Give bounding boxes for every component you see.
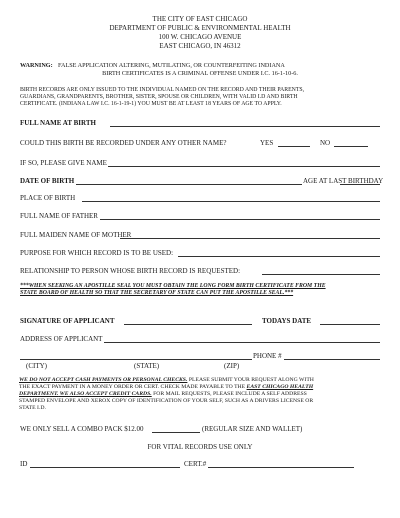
header-street: 100 W. CHICAGO AVENUE	[158, 33, 242, 41]
no-label: NO	[320, 139, 331, 147]
apostille-notice-line1: ***WHEN SEEKING AN APOSTILLE SEAL YOU MUST OBTAIN THE LONG FORM BIRTH CERTIFICATE FROM THE	[20, 283, 326, 289]
payment-line5: STATE I.D.	[19, 405, 46, 411]
age-field[interactable]	[340, 184, 380, 185]
cert-number-label: CERT.#	[184, 460, 207, 468]
todays-date-field[interactable]	[320, 324, 380, 325]
age-label: AGE AT LAST BIRTHDAY	[303, 177, 384, 185]
purpose-label: PURPOSE FOR WHICH RECORD IS TO BE USED:	[20, 249, 174, 257]
full-name-at-birth-field[interactable]	[110, 126, 380, 127]
date-of-birth-field[interactable]	[76, 184, 302, 185]
if-so-label: IF SO, PLEASE GIVE NAME	[20, 159, 107, 167]
yes-field[interactable]	[278, 146, 310, 147]
relationship-label: RELATIONSHIP TO PERSON WHOSE BIRTH RECORD IS REQUESTED:	[20, 267, 241, 275]
header-city-state: EAST CHICAGO, IN 46312	[159, 42, 241, 50]
warning-line2: BIRTH CERTIFICATES IS A CRIMINAL OFFENSE UNDER I.C. 16-1-10-6.	[102, 70, 298, 77]
address-field[interactable]	[104, 342, 380, 343]
city-state-zip-field[interactable]	[20, 359, 252, 360]
state-label: (STATE)	[134, 362, 160, 370]
other-name-question: COULD THIS BIRTH BE RECORDED UNDER ANY OTHER NAME?	[20, 139, 227, 147]
date-of-birth-label: DATE OF BIRTH	[20, 177, 75, 185]
id-label: ID	[20, 460, 28, 468]
combo-pack-sizes: (REGULAR SIZE AND WALLET)	[202, 425, 303, 433]
payment-instructions	[19, 377, 383, 412]
payee-name: EAST CHICAGO HEALTH	[246, 384, 314, 390]
purpose-field[interactable]	[178, 256, 380, 257]
relationship-field[interactable]	[262, 274, 380, 275]
address-label: ADDRESS OF APPLICANT	[20, 335, 103, 343]
signature-field[interactable]	[124, 324, 252, 325]
payment-line3-rest: FOR MAIL REQUESTS, PLEASE INCLUDE A SELF ADDRESS	[151, 391, 307, 397]
no-field[interactable]	[334, 146, 368, 147]
mother-maiden-name-label: FULL MAIDEN NAME OF MOTHER	[20, 231, 132, 239]
yes-label: YES	[260, 139, 274, 147]
combo-pack-price: WE ONLY SELL A COMBO PACK $12.00	[20, 425, 144, 433]
eligibility-line2: GUARDIANS, GRANDPARENTS, BROTHER, SISTER, SPOUSE OR CHILDREN, WITH VALID I.D AND BIRTH	[20, 94, 298, 100]
combo-pack-field[interactable]	[152, 432, 200, 433]
father-name-label: FULL NAME OF FATHER	[20, 212, 98, 220]
header-city: THE CITY OF EAST CHICAGO	[152, 15, 248, 23]
credit-card-notice: WE ALSO ACCEPT CREDIT CARDS.	[58, 391, 152, 397]
todays-date-label: TODAYS DATE	[262, 317, 312, 325]
place-of-birth-label: PLACE OF BIRTH	[20, 194, 76, 202]
id-field[interactable]	[30, 467, 180, 468]
apostille-notice-line2: STATE BOARD OF HEALTH SO THAT THE SECRETARY OF STATE CAN PUT THE APOSTILLE SEAL.***	[20, 290, 294, 296]
header-department: DEPARTMENT OF PUBLIC & ENVIRONMENTAL HEALTH	[109, 24, 291, 32]
vital-records-title: FOR VITAL RECORDS USE ONLY	[147, 443, 253, 451]
cert-number-field[interactable]	[208, 467, 354, 468]
warning-line1: FALSE APPLICATION ALTERING, MUTILATING, OR COUNTERFEITING INDIANA	[58, 62, 285, 69]
warning-label: WARNING:	[20, 62, 53, 69]
place-of-birth-field[interactable]	[82, 201, 380, 202]
other-name-field[interactable]	[108, 166, 380, 167]
phone-field[interactable]	[284, 359, 380, 360]
father-name-field[interactable]	[100, 219, 380, 220]
payee-department: DEPARTMENT.	[19, 391, 59, 397]
eligibility-line1: BIRTH RECORDS ARE ONLY ISSUED TO THE INDIVIDUAL NAMED ON THE RECORD AND THEIR PARENTS,	[20, 87, 305, 93]
full-name-at-birth-label: FULL NAME AT BIRTH	[20, 119, 96, 127]
no-cash-notice: WE DO NOT ACCEPT CASH PAYMENTS OR PERSONAL CHECKS.	[19, 377, 188, 383]
payment-line4: STAMPED ENVELOPE AND XEROX COPY OF IDENTIFICATION OF YOUR SELF, SUCH AS A DRIVERS LICENSE OR	[19, 398, 314, 404]
payment-line2: THE EXACT PAYMENT IN A MONEY ORDER OR CERT. CHECK MADE PAYABLE TO THE	[19, 384, 247, 390]
eligibility-line3: CERTIFICATE. (INDIANA LAW I.C. 16-1-19-1) YOU MUST BE AT LEAST 18 YEARS OF AGE TO APPLY.	[20, 101, 282, 107]
zip-label: (ZIP)	[224, 362, 240, 370]
city-label: (CITY)	[26, 362, 47, 370]
mother-maiden-name-field[interactable]	[120, 238, 380, 239]
signature-label: SIGNATURE OF APPLICANT	[20, 317, 115, 325]
payment-line1-rest: PLEASE SUBMIT YOUR REQUEST ALONG WITH	[187, 377, 314, 383]
phone-label: PHONE #	[253, 352, 282, 360]
